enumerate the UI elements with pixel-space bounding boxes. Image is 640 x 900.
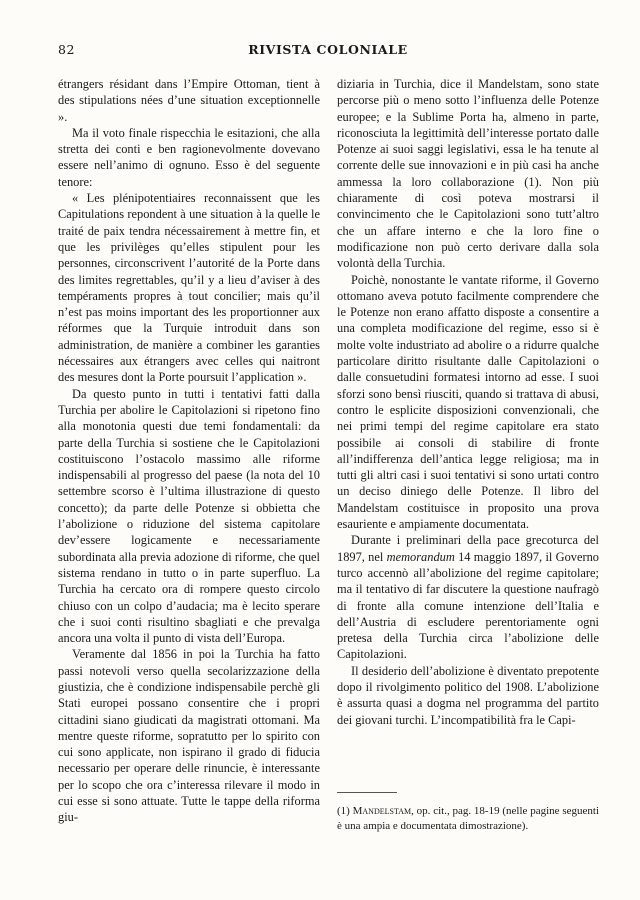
paragraph-text: Durante i preliminari della pace grecoturca del 1897, nel	[337, 533, 599, 564]
running-header	[58, 42, 598, 62]
footnote-marker: (1)	[337, 805, 350, 817]
right-column	[337, 76, 599, 728]
paragraph	[337, 532, 599, 662]
paragraph: Da questo punto in tutti i tentativi fatti dalla Turchia per abolire le Capitolazioni si ripetono fino alla monotonia questi due temi fondamentali: da parte della Turchia si sostiene che le Capitolazioni costituiscono l’ostacolo massimo alle riforme indispensabili al progresso del paese (la nota del 10 settembre scorso è l’ultima illustrazione di questo concetto); da parte delle Potenze si obbietta che l’abolizione o riduzione del sistema capitolare dev’essere logicamente e necessariamente subordinata alla previa adozione di riforme, che quel sistema rendano in tutto o in parte superfluo. La Turchia ha cercato ora di rompere questo circolo chiuso con un colpo d’audacia; ma è lecito sperare che i suoi conti risultino sbagliati e che prevalga ancora una volta il punto di vista dell’Europa.	[58, 386, 320, 646]
page-number: 82	[58, 42, 76, 57]
paragraph: étrangers résidant dans l’Empire Ottoman, tient à des stipulations nées d’une situation exceptionnelle ».	[58, 77, 320, 124]
paragraph-text: 14 maggio 1897, il Governo turco accennò all’abolizione del regime capitolare; ma il tentativo di far discutere la questione naufragò di fronte alla comune intenzione dell’Italia e dell’Austria di escludere perentoriamente ogni pretesa della Turchia circa l’abolizione delle Capitolazioni.	[337, 549, 599, 662]
left-column	[58, 76, 320, 826]
paragraph: Poichè, nonostante le vantate riforme, il Governo ottomano aveva potuto facilmente comprendere che le Potenze non erano affatto disposte a consentire a una completa modificazione del regime, esso si è molte volte industriato ad abolire o a ridurre qualche particolare diritto risultante dalle Capitolazioni o dalle consuetudini formatesi intorno ad esse. I suoi sforzi sono bensì riusciti, quando si trattava di abusi, contro le esplicite disposizioni convenzionali, che nei primi tempi del regime capitolare era stato possibile ai consoli di stabilire di fronte all’indifferenza dell’antica legge religiosa; ma in tutti gli altri casi i suoi tentativi si sono urtati contro un deciso diniego delle Potenze. Il libro del Mandelstam costituisce in proposito una prova esauriente e ampiamente documentata.	[337, 272, 599, 532]
quoted-paragraph: « Les plénipotentiaires reconnaissent que les Capitulations repondent à une situation à la quelle le traité de paix tendra nécessairement à mettre fin, et que les privilèges qu’elles stipulent pour les personnes, circonscrivent l’autorité de la Porte dans des limites regrettables, qu’il y a lieu d’aviser à des tempéraments propres à tout concilier; mais qu’il n’est pas moins important des les proportionner aux réformes que la Turquie introduit dans son administration, de manière a combiner les garanties nécessaires aux étrangers avec celles qui naitront des mesures dont la Porte poursuit l’application ».	[58, 191, 320, 385]
paragraph: diziaria in Turchia, dice il Mandelstam, sono state percorse più o meno sotto l’influenza delle Potenze europee; e la Sublime Porta ha, almeno in parte, riconosciuta la legittimità dell’interesse portato dalle Potenze ai suoi saggi legislativi, essa le ha tenute al corrente delle sue innovazioni e in più casi ha anche ammessa la loro collaborazione (1). Non più chiaramente di così poteva mostrarsi il convincimento che le Capitolazioni sono tutt’altro che un affare interno e che la loro fine o modificazione non può certo derivare dalla sola volontà della Turchia.	[337, 77, 599, 271]
paragraph: Ma il voto finale rispecchia le esitazioni, che alla stretta dei conti e ben ragionevolmente dovevano essere nell’animo di ognuno. Esso è del seguente tenore:	[58, 125, 320, 189]
paragraph: Veramente dal 1856 in poi la Turchia ha fatto passi notevoli verso quella secolarizzazione della giustizia, che è condizione indispensabile perchè gli Stati europei possano consentire che i propri cittadini siano giudicati da magistrati ottomani. Ma mentre queste riforme, sopratutto per lo spirito con cui sono applicate, non ispirano il grado di fiducia necessario per operare delle rinuncie, è interessante per lo scopo che ora c’interessa rilevare il modo in cui esse si sono attuate. Tutte le tappe della riforma giu-	[58, 647, 320, 825]
footnote-text: op. cit., pag. 18-19 (nelle pagine seguenti è una ampia e documentata dimostrazione).	[337, 805, 599, 832]
paragraph: Il desiderio dell’abolizione è diventato prepotente dopo il rivolgimento politico del 1908. L’abolizione è assurta quasi a dogma nel programma del partito dei giovani turchi. L’incompatibilità fra le Capi-	[337, 663, 599, 727]
footnote-divider	[337, 792, 397, 793]
running-title: RIVISTA COLONIALE	[248, 42, 408, 57]
footnote-author: Mandelstam,	[352, 805, 414, 817]
emphasized-term: memorandum	[386, 549, 455, 564]
footnote	[337, 804, 599, 833]
